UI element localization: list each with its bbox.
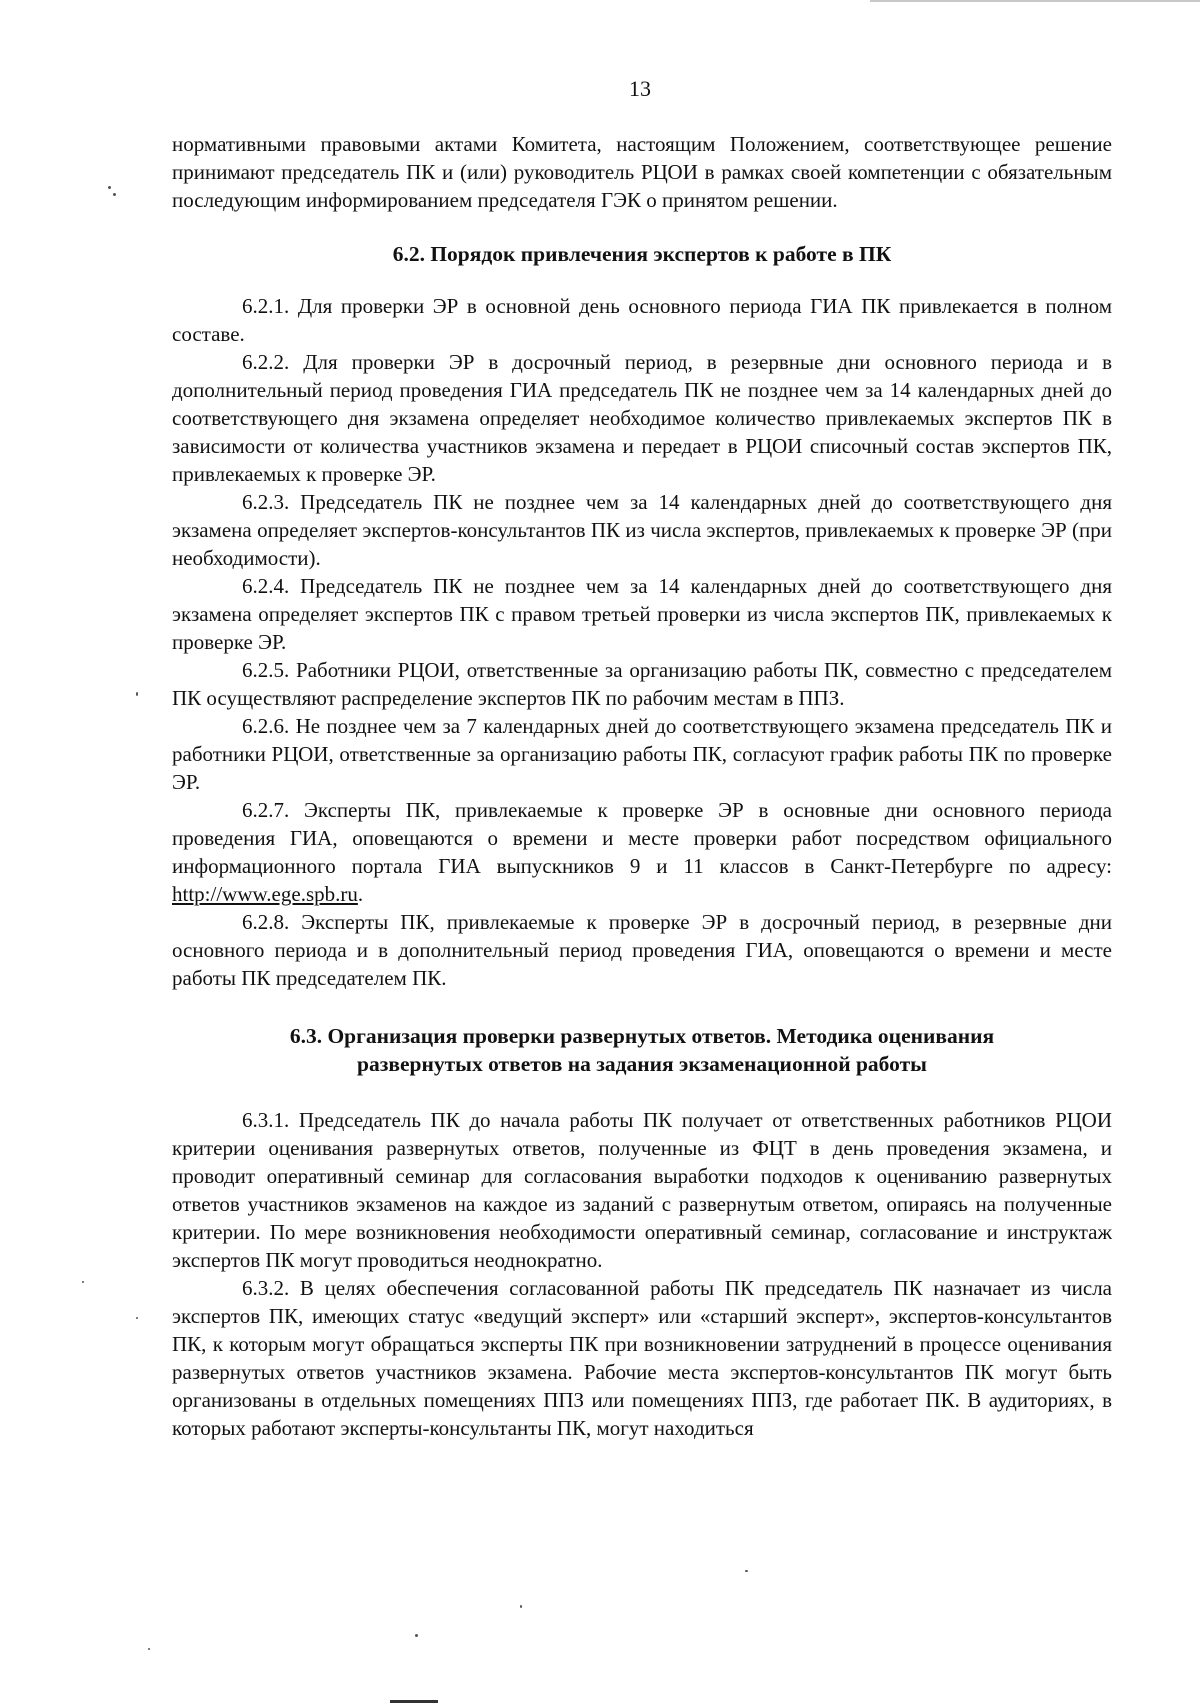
- section-6-3-heading: [172, 1022, 1112, 1078]
- scan-speck: [136, 692, 138, 696]
- gia-portal-link[interactable]: http://www.ege.spb.ru: [172, 882, 358, 906]
- section-6-3-heading-line-2: развернутых ответов на задания экзаменационной работы: [357, 1052, 927, 1076]
- paragraph-6-2-6: 6.2.6. Не позднее чем за 7 календарных дней до соответствующего экзамена председатель ПК и работники РЦОИ, ответственные за организацию работы ПК, согласуют график работы ПК по проверке ЭР.: [172, 714, 1112, 794]
- scan-speck: [108, 186, 111, 189]
- scan-speck: [82, 1281, 84, 1283]
- scan-speck: [520, 1605, 522, 1608]
- scan-edge-rule: [870, 0, 1200, 2]
- section-6-3-heading-line-1: 6.3. Организация проверки развернутых ответов. Методика оценивания: [289, 1024, 995, 1048]
- paragraph-6-2-5: 6.2.5. Работники РЦОИ, ответственные за организацию работы ПК, совместно с председателем ПК осуществляют распределение экспертов ПК по рабочим местам в ППЗ.: [172, 658, 1112, 710]
- scan-speck: [148, 1648, 150, 1650]
- paragraph-6-2-3: 6.2.3. Председатель ПК не позднее чем за 14 календарных дней до соответствующего дня экзамена определяет экспертов-консультантов ПК из числа экспертов, привлекаемых к проверке ЭР (при необходимости).: [172, 490, 1112, 570]
- paragraph-6-2-7: [172, 796, 1112, 908]
- paragraph-6-3-2: 6.3.2. В целях обеспечения согласованной работы ПК председатель ПК назначает из числа экспертов ПК, имеющих статус «ведущий эксперт» или «старший эксперт», экспертов-консультантов ПК, к которым могут обращаться эксперты ПК при возникновении затруднений в процессе оценивания развернутых ответов участников экзамена. Рабочие места экспертов-консультантов ПК могут быть организованы в отдельных помещениях ППЗ или помещениях ППЗ, где работает ПК. В аудиториях, в которых работают эксперты-консультанты ПК, могут находиться: [172, 1276, 1112, 1440]
- scan-speck: [745, 1570, 748, 1572]
- section-6-2-heading: 6.2. Порядок привлечения экспертов к работе в ПК: [392, 242, 892, 266]
- paragraph-6-2-1: 6.2.1. Для проверки ЭР в основной день основного периода ГИА ПК привлекается в полном составе.: [172, 294, 1112, 346]
- paragraph-6-2-2: 6.2.2. Для проверки ЭР в досрочный период, в резервные дни основного периода и в дополнительный период проведения ГИА председатель ПК не позднее чем за 14 календарных дней до соответствующего дня экзамена определяет необходимое количество привлекаемых экспертов ПК в зависимости от количества участников экзамена и передает в РЦОИ списочный состав экспертов ПК, привлекаемых к проверке ЭР.: [172, 350, 1112, 486]
- paragraph-6-2-7-end: .: [357, 882, 364, 906]
- scan-speck: [113, 193, 116, 196]
- scan-bottom-mark: [390, 1700, 438, 1703]
- scan-speck: [136, 1317, 138, 1319]
- page-content: [172, 130, 1112, 1442]
- page-number: 13: [629, 76, 651, 101]
- paragraph-6-2-7-text: 6.2.7. Эксперты ПК, привлекаемые к проверке ЭР в основные дни основного периода проведения ГИА, оповещаются о времени и месте проверки работ посредством официального информационного портала ГИА выпускников 9 и 11 классов в Санкт-Петербурге по адресу:: [172, 798, 1112, 878]
- intro-paragraph: нормативными правовыми актами Комитета, настоящим Положением, соответствующее решение принимают председатель ПК и (или) руководитель РЦОИ в рамках своей компетенции с обязательным последующим информированием председателя ГЭК о принятом решении.: [172, 132, 1112, 212]
- scan-speck: [415, 1634, 418, 1637]
- paragraph-6-2-8: 6.2.8. Эксперты ПК, привлекаемые к проверке ЭР в досрочный период, в резервные дни основного периода и в дополнительный период проведения ГИА, оповещаются о времени и месте работы ПК председателем ПК.: [172, 910, 1112, 990]
- paragraph-6-2-4: 6.2.4. Председатель ПК не позднее чем за 14 календарных дней до соответствующего дня экзамена определяет экспертов ПК с правом третьей проверки из числа экспертов ПК, привлекаемых к проверке ЭР.: [172, 574, 1112, 654]
- paragraph-6-3-1: 6.3.1. Председатель ПК до начала работы ПК получает от ответственных работников РЦОИ критерии оценивания развернутых ответов, полученные из ФЦТ в день проведения экзамена, и проводит оперативный семинар для согласования выработки подходов к оцениванию развернутых ответов участников экзаменов на каждое из заданий с развернутым ответом, опираясь на полученные критерии. По мере возникновения необходимости оперативный семинар, согласование и инструктаж экспертов ПК могут проводиться неоднократно.: [172, 1108, 1112, 1272]
